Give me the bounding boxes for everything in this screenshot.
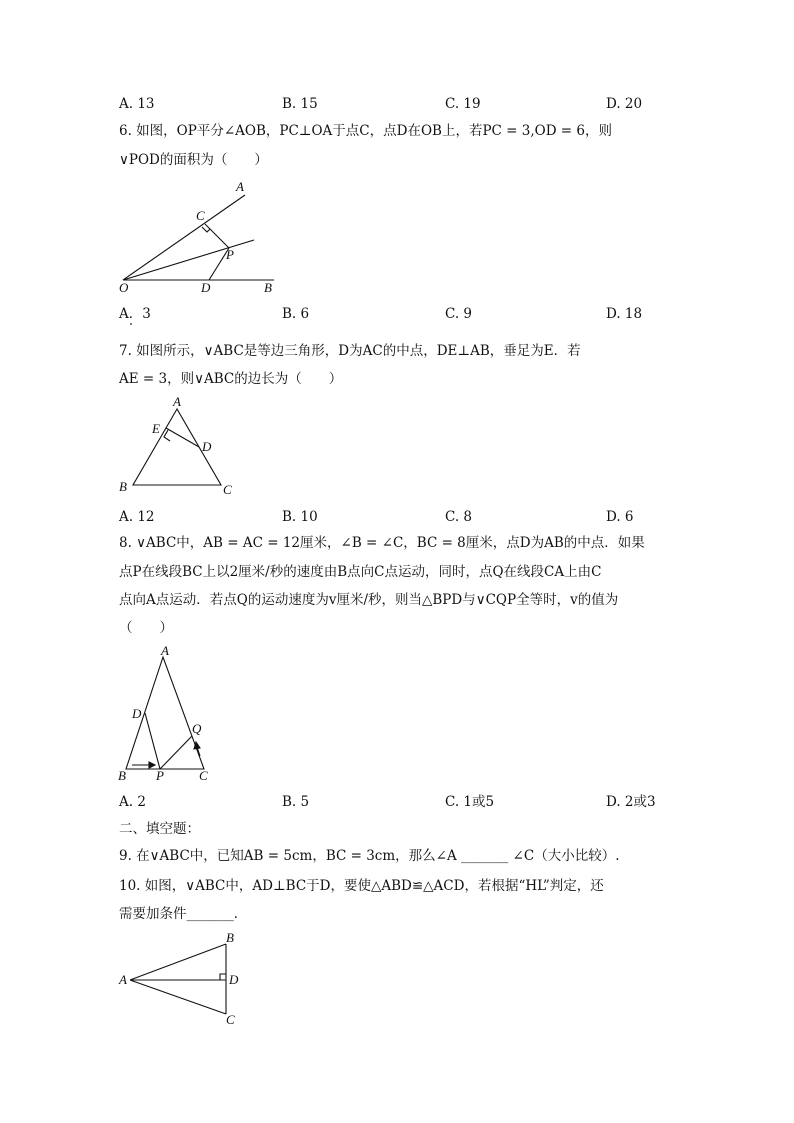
q9-question: 9. 在∨ABC中，已知AB = 5cm，BC = 3cm，那么∠A _______ ∠C（大小比较）. [119, 848, 620, 864]
q6-option-a: A．3 [119, 306, 151, 322]
q5-option-d: D. 20 [606, 96, 643, 112]
q10-segment-ab [130, 944, 226, 980]
q8-question-line-4: （ ） [119, 620, 173, 636]
q10-label-d: D [229, 972, 239, 987]
q6-label-p: P [226, 247, 234, 262]
q5-option-a: A. 13 [119, 96, 155, 112]
q10-label-a: A [119, 972, 127, 987]
q7-option-c: C. 8 [445, 509, 473, 525]
q8-question-line-2: 点P在线段BC上以2厘米/秒的速度由B点向C点运动，同时，点Q在线段CA上由C [119, 564, 602, 580]
q7-question-line-1: 7. 如图所示，∨ABC是等边三角形，D为AC的中点，DE⊥AB，垂足为E．若 [119, 343, 581, 359]
q6-question-line-1: 6. 如图，OP平分∠AOB，PC⊥OA于点C，点D在OB上，若PC = 3,OD = 6，则 [119, 123, 612, 139]
q8-option-b: B. 5 [282, 794, 310, 810]
q6-option-c: C. 9 [445, 306, 473, 322]
q10-label-b: B [226, 930, 234, 945]
q6-ray-oa [123, 195, 245, 280]
q7-option-a: A. 12 [119, 509, 155, 525]
q8-figure [112, 644, 222, 786]
q8-option-a: A. 2 [119, 794, 146, 810]
q6-label-d: D [201, 280, 211, 295]
q7-option-b: B. 10 [282, 509, 318, 525]
q6-label-b: B [264, 280, 272, 295]
q7-label-c: C [223, 482, 232, 497]
section-heading: 二、填空题： [119, 821, 200, 837]
q8-label-p: P [156, 768, 164, 783]
q8-option-c: C. 1或5 [445, 794, 495, 810]
q6-option-b: B. 6 [282, 306, 310, 322]
q10-question-line-2: 需要加条件_______． [119, 906, 248, 922]
stray-dot [130, 323, 132, 325]
q8-question-line-3: 点向A点运动．若点Q的运动速度为v厘米/秒，则当△BPD与∨CQP全等时，v的值为 [119, 592, 619, 608]
q7-figure [112, 394, 242, 500]
q6-figure [112, 176, 282, 298]
q7-label-b: B [119, 479, 127, 494]
q7-label-a: A [173, 394, 181, 409]
q10-question-line-1: 10. 如图，∨ABC中，AD⊥BC于D，要使△ABD≌△ACD，若根据“HL”判定，还 [119, 878, 604, 894]
q8-label-d: D [132, 706, 142, 721]
q6-option-d: D. 18 [606, 306, 643, 322]
q7-label-e: E [152, 421, 160, 436]
q8-option-d: D. 2或3 [606, 794, 656, 810]
q5-option-b: B. 15 [282, 96, 318, 112]
q8-label-b: B [118, 768, 126, 783]
q6-label-a: A [236, 179, 244, 194]
q8-segment-pq [160, 736, 192, 769]
q6-ray-op [123, 240, 254, 280]
q7-question-line-2: AE = 3，则∨ABC的边长为（ ） [119, 371, 343, 387]
q10-right-angle-mark [220, 974, 226, 980]
q8-label-a: A [161, 643, 169, 658]
q6-label-c: C [196, 208, 205, 223]
q5-option-c: C. 19 [445, 96, 481, 112]
q7-label-d: D [202, 439, 212, 454]
q7-option-d: D. 6 [606, 509, 634, 525]
q8-label-q: Q [192, 721, 202, 736]
q10-label-c: C [226, 1012, 235, 1027]
q8-question-line-1: 8. ∨ABC中，AB = AC = 12厘米，∠B = ∠C，BC = 8厘米，点D为AB的中点．如果 [119, 535, 645, 551]
q8-segment-dp [145, 713, 160, 769]
q10-segment-ac [130, 980, 226, 1014]
q7-right-angle-mark [164, 430, 170, 441]
q6-question-line-2: ∨POD的面积为（ ） [119, 152, 268, 168]
q8-arrow-bp-head [149, 762, 155, 768]
q10-figure [112, 928, 252, 1028]
q8-label-c: C [199, 768, 208, 783]
q6-label-o: O [119, 280, 129, 295]
q6-segment-cp [205, 224, 229, 248]
